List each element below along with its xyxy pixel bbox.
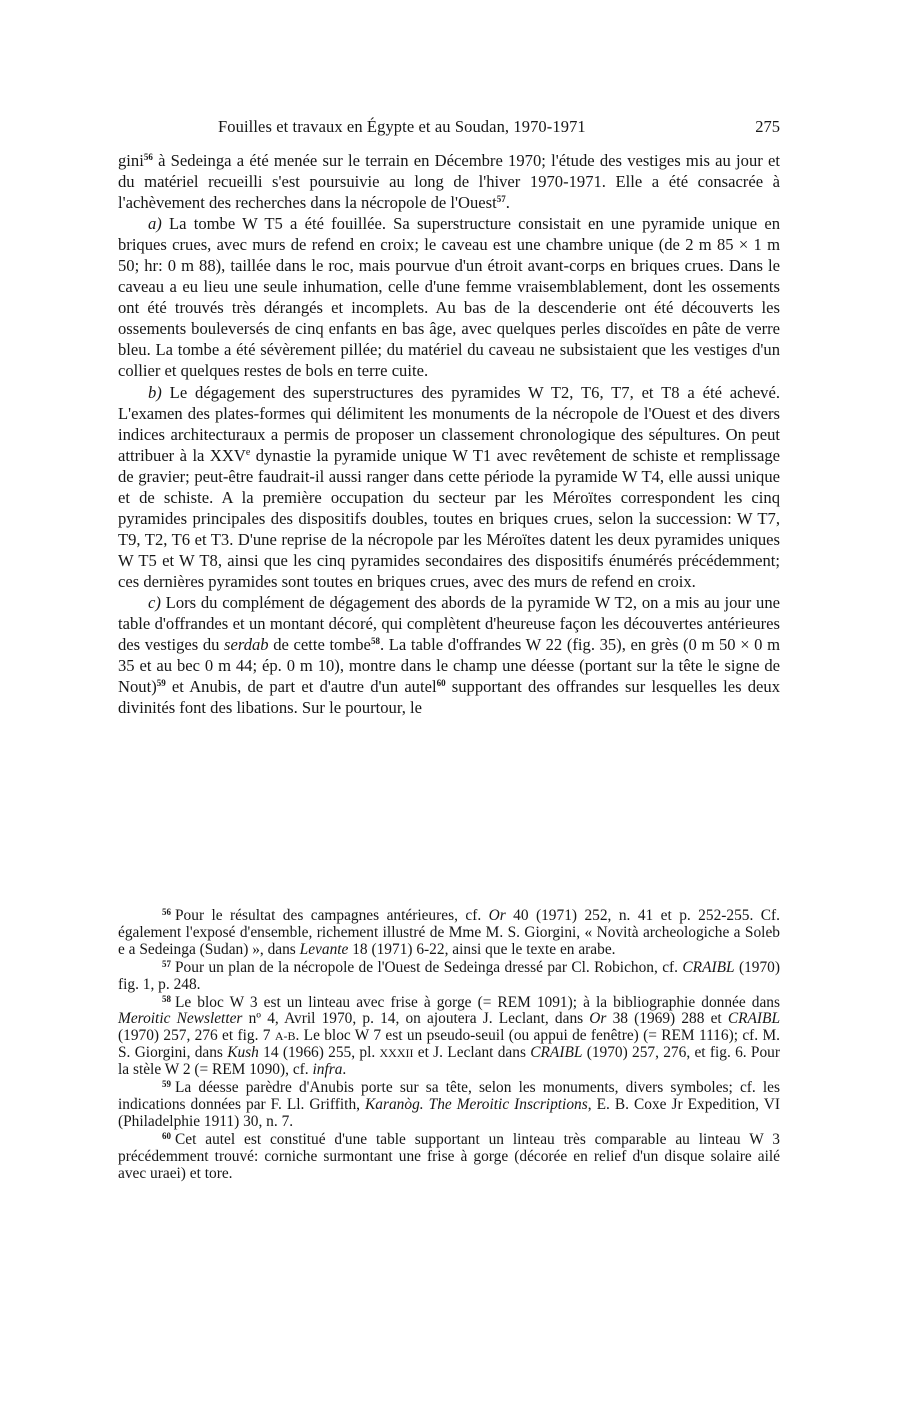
item-label-b: b)	[148, 382, 162, 402]
text-run: nº 4, Avril 1970, p. 14, on ajoutera J. Leclant, dans	[242, 1010, 590, 1028]
page-number: 275	[755, 117, 780, 136]
text-run: Cet autel est constitué d'une table supportant un linteau très comparable au linteau W 3 précédemment trouvé: corniche surmontant une frise à gorge (décorée en relief d'un disque solaire ailé avec uraei) et tore.	[118, 1130, 780, 1182]
text-run: (1970) fig. 1, p. 248.	[118, 958, 780, 993]
footnote-number: 59	[162, 1079, 171, 1090]
footnotes	[118, 908, 780, 1184]
journal-abbrev: CRAIBL	[682, 958, 735, 976]
text-run: 40 (1971) 252, n. 41 et p. 252-255. Cf. également l'exposé d'ensemble, richement illustré de Mme M. S. Giorgini, « Novità archeologiche a Soleb e a Sedeinga (Sudan) », dans	[118, 907, 780, 958]
plate-number: XXXII	[379, 1046, 414, 1061]
text-run: La tombe W T5 a été fouillée. Sa superstructure consistait en une pyramide unique en briques crues, avec murs de refend en croix; le caveau est une chambre unique (de 2 m 85 × 1 m 50; hr: 0 m 88), taillée dans le roc, mais pourvue d'un étroit avant-corps en briques crues. Dans le caveau a eu lieu une seule inhumation, celle d'une femme vraisemblablement, dont les ossements ont été trouvés très dérangés et incomplets. Au bas de la descenderie ont été découverts les ossements bouleversés de cinq enfants en bas âge, avec quelques perles discoïdes en pâte de verre bleu. La tombe a été sévèrement pillée; du matériel du caveau ne subsistaient que les vestiges d'un collier et quelques restes de bols en terre cuite.	[118, 214, 780, 381]
text-run: et Anubis, de part et d'autre d'un autel	[165, 677, 437, 697]
text-run: et J. Leclant dans	[413, 1044, 531, 1062]
cross-reference: infra	[312, 1061, 343, 1079]
text-run: gini	[118, 151, 144, 170]
journal-title: Meroitic Newsletter	[118, 1010, 243, 1028]
footnote-60	[118, 1132, 780, 1183]
figure-label: A-B	[274, 1029, 296, 1044]
text-run: (1970) 257, 276 et fig. 7	[118, 1027, 275, 1045]
text-run: .	[505, 193, 510, 213]
item-label-a: a)	[148, 214, 162, 234]
text-run: Pour le résultat des campagnes antérieures, cf.	[175, 907, 489, 924]
text-run: à Sedeinga a été menée sur le terrain en Décembre 1970; l'étude des vestiges mis au jour et du matériel recueilli s'est poursuivie au long de l'hiver 1970-1971. Elle a été consacrée à l'achèvement des recherches dans la nécropole de l'Ouest	[118, 151, 780, 213]
footnote-56	[118, 908, 780, 959]
text-run: dynastie la pyramide unique W T1 avec revêtement de schiste et remplissage de gravier; peut-être faudrait-il aussi ranger dans cette période la pyramide W T4, elle aussi unique et de schiste. A la première occupation du secteur par les Méroïtes correspondent les cinq pyramides principales des dispositifs doubles, toutes en briques crues, selon la succession: W T7, T9, T2, T6 et T3. D'une reprise de la nécropole par les Méroïtes datent les deux pyramides uniques W T5 et W T8, ainsi que les cinq pyramides secondaires des dispositifs énumérés précédemment; ces dernières pyramides sont toutes en briques crues, avec des murs de refend en croix.	[118, 445, 780, 591]
journal-abbrev: CRAIBL	[530, 1044, 583, 1062]
main-text	[118, 150, 780, 718]
text-run: La déesse parèdre d'Anubis porte sur sa tête, selon les monuments, divers symboles; cf. les indications données par F. Ll. Griffith,	[118, 1079, 780, 1113]
paragraph-a	[118, 213, 780, 381]
footnote-number: 57	[162, 958, 171, 969]
footnote-number: 60	[162, 1130, 171, 1141]
paragraph-intro	[118, 150, 780, 213]
journal-abbrev: Or	[488, 907, 506, 924]
text-run: (1970) 257, 276, et fig. 6. Pour la stèle W 2 (= REM 1090), cf.	[118, 1044, 780, 1079]
running-title: Fouilles et travaux en Égypte et au Soudan, 1970-1971	[218, 117, 586, 136]
journal-abbrev: CRAIBL	[727, 1010, 780, 1028]
text-run: 38 (1969) 288 et	[606, 1010, 728, 1028]
footnote-ref-59[interactable]: 59	[156, 678, 166, 689]
term-serdab: serdab	[224, 635, 269, 655]
text-run: 18 (1971) 6-22, ainsi que le texte en arabe.	[348, 940, 616, 958]
footnote-number: 58	[162, 993, 171, 1004]
journal-title: Levante	[299, 940, 349, 958]
footnote-57	[118, 960, 780, 994]
superscript-e: e	[245, 446, 251, 458]
book-title: Karanòg. The Meroitic Inscriptions	[365, 1095, 588, 1113]
paragraph-b	[118, 382, 780, 592]
text-run: Pour un plan de la nécropole de l'Ouest de Sedeinga dressé par Cl. Robichon, cf.	[175, 958, 683, 976]
footnote-58	[118, 995, 780, 1080]
footnote-number: 56	[162, 907, 171, 917]
text-run: . Le bloc W 7 est un pseudo-seuil (ou appui de fenêtre) (= REM 1116); cf. M. S. Giorgini, dans	[118, 1027, 780, 1062]
journal-abbrev: Or	[589, 1010, 607, 1028]
text-run: supportant des offrandes sur lesquelles les deux divinités font des libations. Sur le pourtour, le	[118, 677, 780, 718]
text-run: Le bloc W 3 est un linteau avec frise à gorge (= REM 1091); à la bibliographie donnée dans	[175, 993, 780, 1011]
text-run: . La table d'offrandes W 22 (fig. 35), en grès (0 m 50 × 0 m 35 et au bec 0 m 44; ép. 0 m 10), montre dans le champ une déesse (portant sur la tête le signe de Nout)	[118, 635, 781, 697]
text-run: Lors du complément de dégagement des abords de la pyramide W T2, on a mis au jour une table d'offrandes et un montant décoré, qui complètent d'heureuse façon les découvertes antérieures des vestiges du	[118, 592, 780, 655]
text-run: , E. B. Coxe Jr Expedition, VI (Philadelphie 1911) 30, n. 7.	[118, 1095, 780, 1130]
paragraph-c	[118, 592, 780, 718]
footnote-59	[118, 1080, 780, 1131]
footnote-ref-58[interactable]: 58	[370, 636, 380, 647]
text-run: .	[342, 1061, 347, 1079]
journal-title: Kush	[227, 1044, 259, 1062]
item-label-c: c)	[148, 592, 161, 612]
running-head	[118, 115, 780, 139]
footnote-ref-56[interactable]: 56	[143, 152, 153, 162]
text-run: de cette tombe	[268, 635, 371, 655]
footnote-ref-57[interactable]: 57	[496, 194, 506, 205]
text-run: 14 (1966) 255, pl.	[258, 1044, 380, 1062]
text-run: Le dégagement des superstructures des pyramides W T2, T6, T7, et T8 a été achevé. L'examen des plates-formes qui délimitent les monuments de la nécropole de l'Ouest et des divers indices architecturaux a permis de proposer un classement chronologique des sépultures. On peut attribuer à la XXV	[118, 382, 780, 465]
footnote-ref-60[interactable]: 60	[436, 678, 446, 689]
